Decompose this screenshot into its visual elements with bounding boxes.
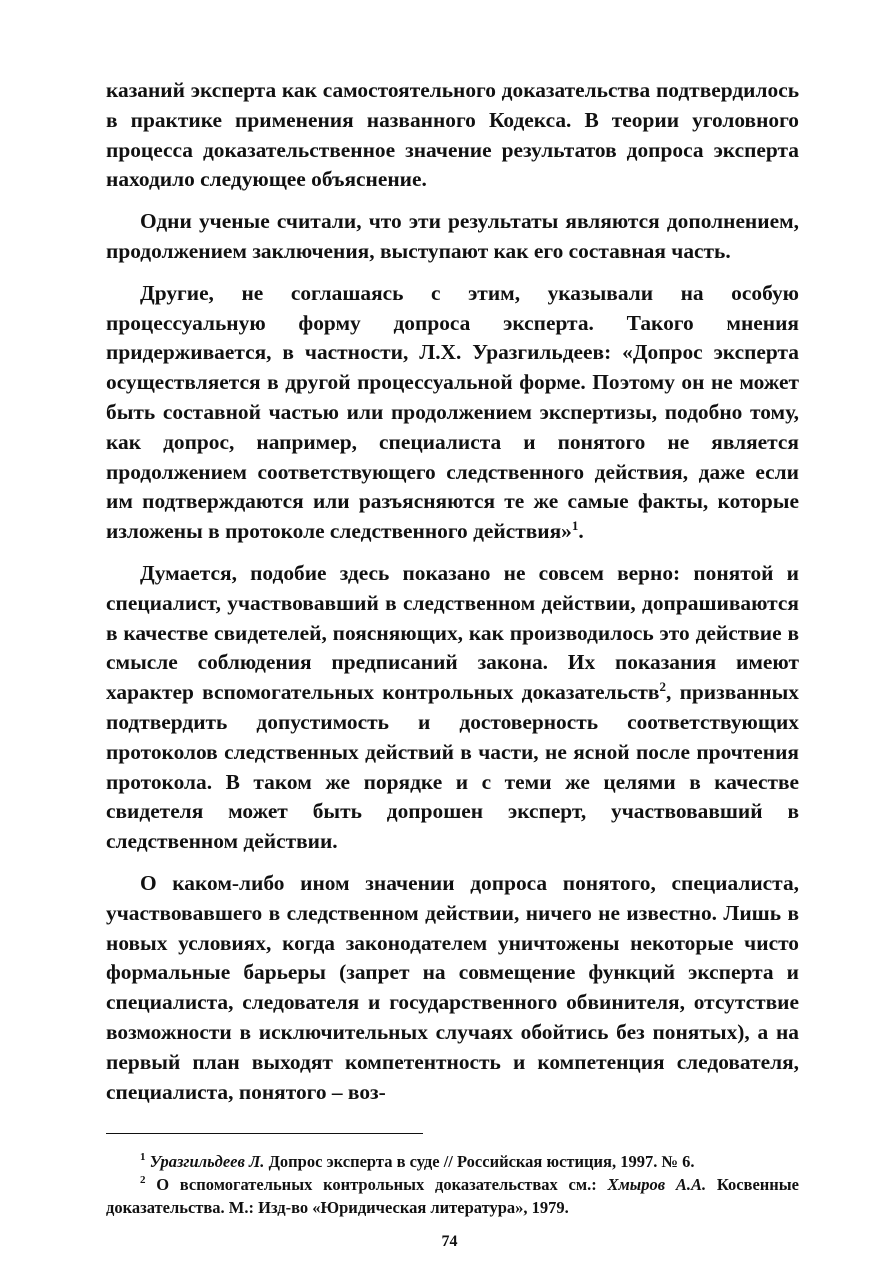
paragraph-3: Другие, не соглашаясь с этим, указывали на особую процессуальную форму допроса эксперта. Такого мнения придерживается, в частности, Л.Х. Уразгильдеев: «Допрос эксперта осуществляется в другой процессуальной форме. Поэтому он не может быть составной частью или продолжением экспертизы, подобно тому, как допрос, например, специалиста и понятого не является продолжением соответствующего следственного действия, даже если им подтверждаются или разъясняются те же самые факты, которые изложены в протоколе следственного действия»$^1$. — [106, 280, 799, 544]
footnote-divider — [106, 1133, 423, 1134]
footnote-ref-2: 2 — [659, 679, 666, 695]
paragraph-5: О каком-либо ином значении допроса понятого, специалиста, участвовавшего в следственном действии, ничего не известно. Лишь в новых условиях, когда законодателем уничтожены некоторые чисто формальные барьеры (запрет на совмещение функций эксперта и специалиста, следователя и государственного обвинителя, отсутствие возможности в исключительных случаях обойтись без понятых), а на первый план выходят компетентность и компетенция следователя, специалиста, понятого – воз- — [106, 870, 799, 1104]
footnotes — [106, 1150, 799, 1219]
paragraph-1: казаний эксперта как самостоятельного доказательства подтвердилось в практике применения названного Кодекса. В теории уголовного процесса доказательственное значение результатов допроса эксперта находило следующее объяснение. — [106, 78, 799, 192]
page-number: 74 — [441, 1233, 458, 1251]
paragraph-2: Одни ученые считали, что эти результаты являются дополнением, продолжением заключения, выступают как его составная часть. — [106, 209, 799, 263]
body-text — [106, 76, 799, 1107]
footnote-1-author: Уразгильдеев Л. — [149, 1152, 265, 1172]
footnote-ref-1: 1 — [571, 518, 579, 534]
footnote-2: $^2$ О вспомогательных контрольных доказательствах см.: Хмыров А.А. Косвенные доказательства. М.: Изд-во «Юридическая литература», 1979. — [106, 1174, 800, 1218]
footnote-1: $^1$ Уразгильдеев Л. Допрос эксперта в суде // Российская юстиция, 1997. № 6. — [140, 1151, 695, 1172]
footnote-2-author: Хмыров А.А. — [607, 1175, 707, 1195]
paragraph-4: Думается, подобие здесь показано не совсем верно: понятой и специалист, участвовавший в следственном действии, допрашиваются в качестве свидетелей, поясняющих, как производилось это действие в смысле соблюдения предписаний закона. Их показания имеют характер вспомогательных контрольных доказательств$^2$, призванных подтвердить допустимость и достоверность соответствующих протоколов следственных действий в части, не ясной после прочтения протокола. В таком же порядке и с теми же целями в качестве свидетеля может быть допрошен эксперт, участвовавший в следственном действии. — [106, 560, 800, 854]
